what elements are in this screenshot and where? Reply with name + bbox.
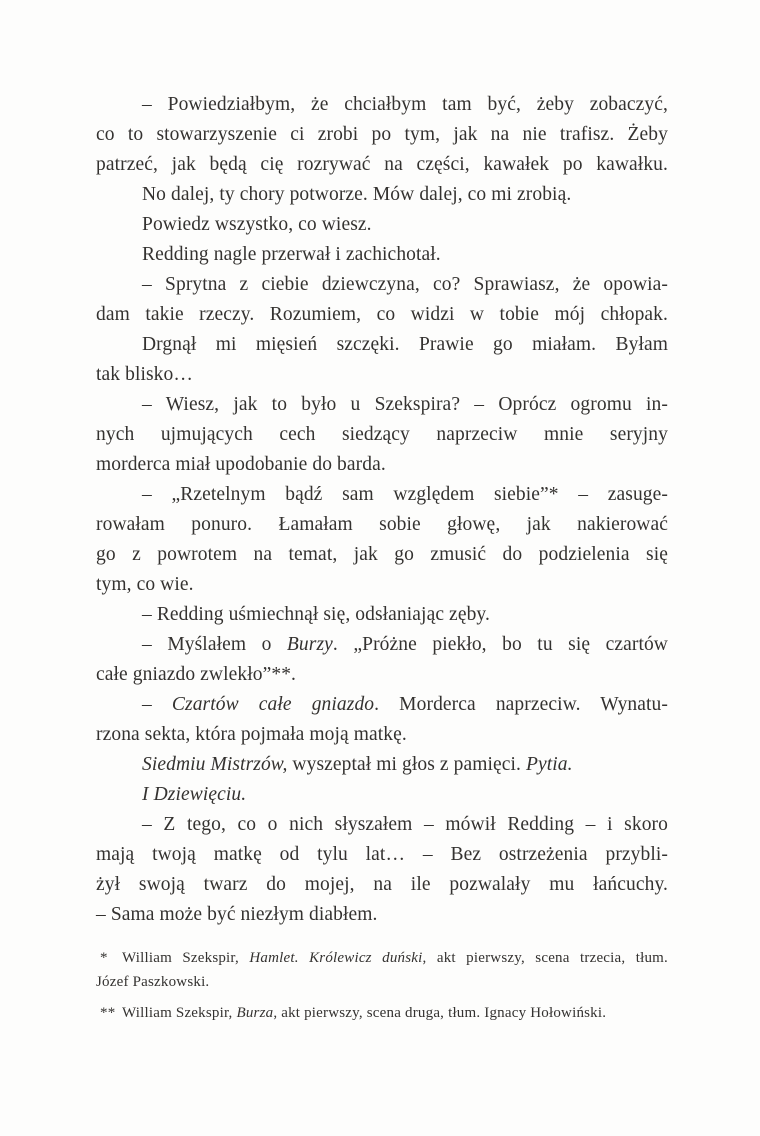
text-segment: Hamlet. Królewicz duński: [249, 950, 423, 966]
text-line: [96, 390, 668, 420]
text-segment: Burza: [236, 1005, 274, 1021]
text-segment: – Wiesz, jak to było u Szekspira? – Oprócz ogromu in-: [142, 394, 668, 415]
paragraph: [96, 330, 668, 390]
text-segment: Pytia.: [526, 754, 573, 775]
text-line: [96, 690, 668, 720]
text-line: [96, 510, 668, 540]
text-segment: dam takie rzeczy. Rozumiem, co widzi w tobie mój chłopak.: [96, 304, 668, 325]
text-segment: – Powiedziałbym, że chciałbym tam być, żeby zobaczyć,: [142, 94, 668, 115]
text-segment: Powiedz wszystko, co wiesz.: [142, 214, 372, 235]
text-segment: – „Rzetelnym bądź sam względem siebie”* – zasuge-: [142, 484, 668, 505]
paragraph: [96, 90, 668, 180]
footnote: [96, 1001, 668, 1025]
paragraph: [96, 390, 668, 480]
text-line: [96, 810, 668, 840]
text-line: [96, 150, 668, 180]
text-line: [96, 270, 668, 300]
text-segment: – Z tego, co o nich słyszałem – mówił Redding – i skoro: [142, 814, 668, 835]
text-segment: I Dziewięciu.: [142, 784, 247, 805]
footnote: [96, 946, 668, 994]
text-line: [96, 450, 668, 480]
text-line: [96, 780, 668, 810]
text-segment: –: [142, 694, 172, 715]
paragraph: [96, 180, 668, 210]
text-segment: Burzy: [286, 634, 333, 655]
footnote-marker: *: [100, 950, 108, 966]
paragraph: [96, 210, 668, 240]
text-segment: , akt pierwszy, scena trzecia, tłum.: [422, 950, 668, 966]
text-line: [96, 480, 668, 510]
text-segment: nych ujmujących cech siedzący naprzeciw mnie seryjny: [96, 424, 668, 445]
text-segment: morderca miał upodobanie do barda.: [96, 454, 386, 475]
text-segment: – Sprytna z ciebie dziewczyna, co? Sprawiasz, że opowia-: [142, 274, 668, 295]
text-line: [96, 946, 668, 970]
paragraph: [96, 240, 668, 270]
text-line: [96, 570, 668, 600]
text-line: [96, 420, 668, 450]
paragraph: [96, 630, 668, 690]
paragraph: [96, 750, 668, 780]
page-text-block: [96, 90, 668, 930]
text-segment: rowałam ponuro. Łamałam sobie głowę, jak nakierować: [96, 514, 668, 535]
text-segment: Józef Paszkowski.: [96, 974, 210, 990]
text-segment: Drgnął mi mięsień szczęki. Prawie go miałam. Byłam: [142, 334, 668, 355]
text-line: [96, 300, 668, 330]
text-segment: William Szekspir,: [122, 950, 250, 966]
text-segment: tym, co wie.: [96, 574, 194, 595]
text-segment: go z powrotem na temat, jak go zmusić do podzielenia się: [96, 544, 668, 565]
text-line: [96, 660, 668, 690]
text-segment: całe gniazdo zwlekło”**.: [96, 664, 297, 685]
text-segment: – Myślałem o: [142, 634, 287, 655]
paragraph: [96, 810, 668, 930]
paragraph: [96, 480, 668, 600]
text-segment: co to stowarzyszenie ci zrobi po tym, jak na nie trafisz. Żeby: [96, 124, 668, 145]
text-line: [96, 240, 668, 270]
text-line: [96, 330, 668, 360]
text-line: [96, 840, 668, 870]
text-segment: Siedmiu Mistrzów,: [142, 754, 288, 775]
paragraph: [96, 600, 668, 630]
text-segment: tak blisko…: [96, 364, 193, 385]
text-line: [96, 1001, 668, 1025]
footnotes-block: [96, 946, 668, 1025]
text-line: [96, 360, 668, 390]
text-segment: patrzeć, jak będą cię rozrywać na części, kawałek po kawałku.: [96, 154, 668, 175]
text-segment: – Redding uśmiechnął się, odsłaniając zęby.: [142, 604, 490, 625]
text-segment: Redding nagle przerwał i zachichotał.: [142, 244, 441, 265]
text-segment: żył swoją twarz do mojej, na ile pozwalały mu łańcuchy.: [96, 874, 668, 895]
text-segment: William Szekspir,: [122, 1005, 237, 1021]
text-line: [96, 750, 668, 780]
text-line: [96, 540, 668, 570]
text-segment: Czartów całe gniazdo: [171, 694, 375, 715]
footnote-marker: **: [100, 1005, 116, 1021]
text-segment: , akt pierwszy, scena druga, tłum. Ignacy Hołowiński.: [273, 1005, 607, 1021]
text-line: [96, 600, 668, 630]
text-line: [96, 970, 668, 994]
text-segment: mają twoją matkę od tylu lat… – Bez ostrzeżenia przybli-: [96, 844, 668, 865]
text-segment: . „Próżne piekło, bo tu się czartów: [332, 634, 668, 655]
text-line: [96, 720, 668, 750]
text-line: [96, 120, 668, 150]
text-line: [96, 90, 668, 120]
paragraph: [96, 270, 668, 330]
text-line: [96, 900, 668, 930]
text-segment: rzona sekta, która pojmała moją matkę.: [96, 724, 407, 745]
text-line: [96, 630, 668, 660]
text-line: [96, 870, 668, 900]
text-segment: wyszeptał mi głos z pamięci.: [287, 754, 526, 775]
text-segment: – Sama może być niezłym diabłem.: [96, 904, 378, 925]
text-line: [96, 180, 668, 210]
text-segment: . Morderca naprzeciw. Wynatu-: [374, 694, 668, 715]
paragraph: [96, 780, 668, 810]
text-segment: No dalej, ty chory potworze. Mów dalej, co mi zrobią.: [142, 184, 572, 205]
paragraph: [96, 690, 668, 750]
text-line: [96, 210, 668, 240]
